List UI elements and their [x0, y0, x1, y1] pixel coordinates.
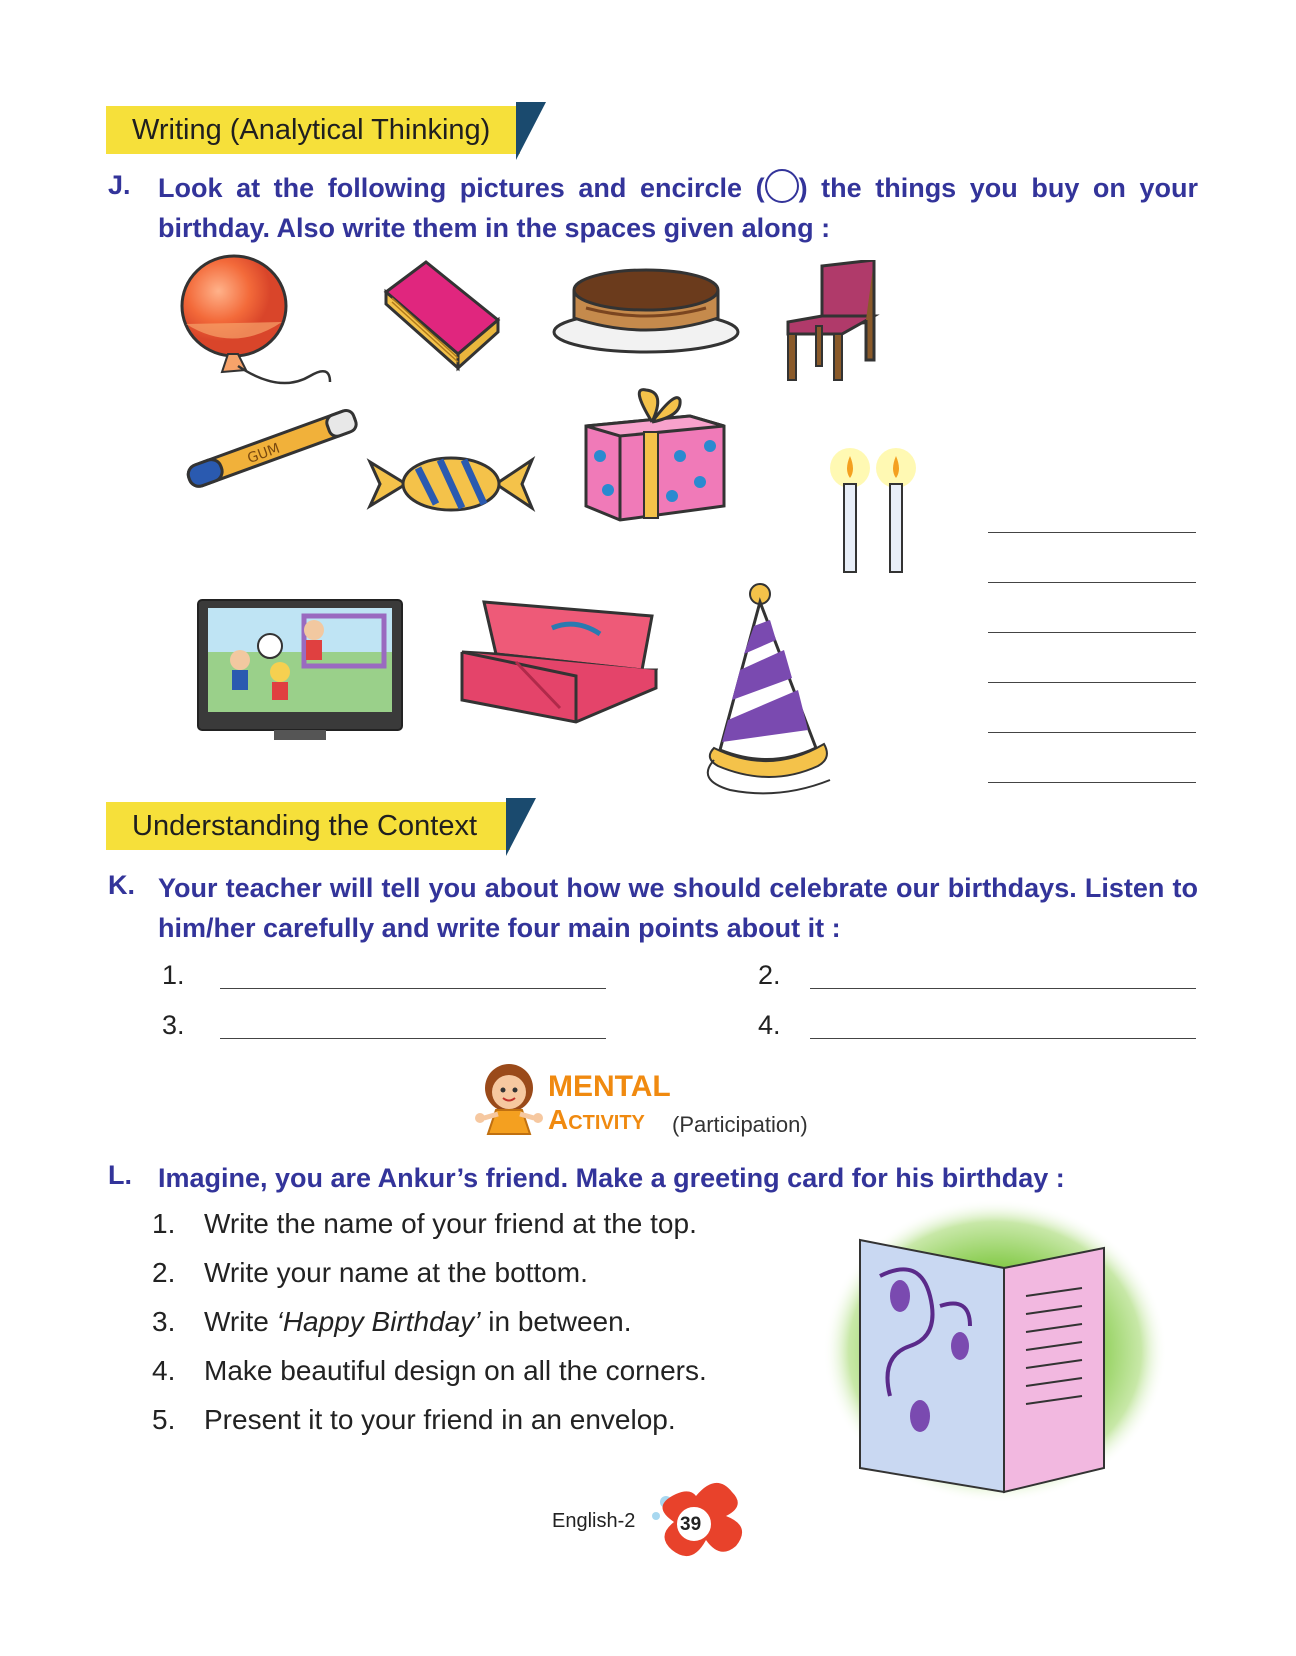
- step-number-5: 5.: [152, 1404, 176, 1435]
- section-banner-context: [106, 802, 536, 850]
- balloon-picture[interactable]: [170, 254, 340, 394]
- point-line-2[interactable]: [810, 988, 1196, 989]
- step-number-4: 4.: [152, 1355, 176, 1386]
- question-j-text-after: ) the things you buy on your birthday. Also write them in the spaces given along :: [158, 173, 1198, 243]
- tv-picture[interactable]: [194, 596, 406, 746]
- point-number-1: 1.: [162, 960, 185, 990]
- question-l-letter: L.: [108, 1160, 132, 1190]
- step-text-4: Make beautiful design on all the corners.: [204, 1355, 707, 1386]
- encircle-icon: [765, 169, 799, 203]
- step-text-2: Write your name at the bottom.: [204, 1257, 588, 1288]
- mental-activity-sub: (Participation): [672, 1112, 808, 1137]
- point-line-3[interactable]: [220, 1038, 606, 1039]
- step-text-3: [204, 1306, 631, 1338]
- page-number: 39: [680, 1514, 702, 1535]
- question-j-letter: J.: [108, 170, 131, 200]
- question-j-text: [158, 168, 1198, 248]
- footer-book-name: English-2: [552, 1510, 636, 1532]
- girl-mascot-icon: [474, 1062, 544, 1138]
- section-title-writing: Writing (Analytical Thinking): [132, 114, 491, 146]
- jewellery-box-picture[interactable]: [456, 596, 666, 726]
- mental-activity-word1: MENTAL: [548, 1070, 671, 1103]
- section-title-context: Understanding the Context: [132, 810, 477, 842]
- step-text-3-pre: Write: [204, 1306, 277, 1337]
- gum-picture[interactable]: [176, 404, 366, 494]
- answer-line-j-5[interactable]: [988, 732, 1196, 733]
- step-text-1: Write the name of your friend at the top.: [204, 1208, 697, 1239]
- question-j-text-before: Look at the following pictures and encircle (: [158, 173, 765, 203]
- gum-label: GUM: [245, 440, 283, 467]
- step-text-3-post: in between.: [480, 1306, 632, 1337]
- candy-picture[interactable]: [366, 444, 536, 524]
- point-line-4[interactable]: [810, 1038, 1196, 1039]
- step-text-5: Present it to your friend in an envelop.: [204, 1404, 676, 1435]
- greeting-card-picture: [820, 1196, 1170, 1506]
- answer-line-j-6[interactable]: [988, 782, 1196, 783]
- answer-line-j-4[interactable]: [988, 682, 1196, 683]
- step-number-2: 2.: [152, 1257, 176, 1288]
- chair-picture[interactable]: [778, 260, 884, 390]
- answer-line-j-3[interactable]: [988, 632, 1196, 633]
- step-number-1: 1.: [152, 1208, 176, 1239]
- step-text-3-italic: ‘Happy Birthday’: [276, 1306, 481, 1337]
- party-hat-picture[interactable]: [700, 580, 850, 800]
- book-picture[interactable]: [380, 258, 510, 378]
- section-banner-writing: [106, 106, 546, 154]
- cake-picture[interactable]: [546, 262, 746, 358]
- gift-picture[interactable]: [580, 386, 730, 526]
- candles-picture[interactable]: [820, 446, 930, 576]
- question-k-letter: K.: [108, 870, 135, 900]
- point-number-3: 3.: [162, 1010, 185, 1040]
- question-k-text: Your teacher will tell you about how we should celebrate our birthdays. Listen to him/her carefully and write four main points about it :: [158, 873, 1198, 943]
- step-number-3: 3.: [152, 1306, 176, 1337]
- answer-line-j-1[interactable]: [988, 532, 1196, 533]
- point-line-1[interactable]: [220, 988, 606, 989]
- mental-activity-word2: Activity: [548, 1104, 645, 1135]
- question-l-text: Imagine, you are Ankur’s friend. Make a greeting card for his birthday :: [158, 1163, 1065, 1193]
- answer-line-j-2[interactable]: [988, 582, 1196, 583]
- point-number-4: 4.: [758, 1010, 781, 1040]
- point-number-2: 2.: [758, 960, 781, 990]
